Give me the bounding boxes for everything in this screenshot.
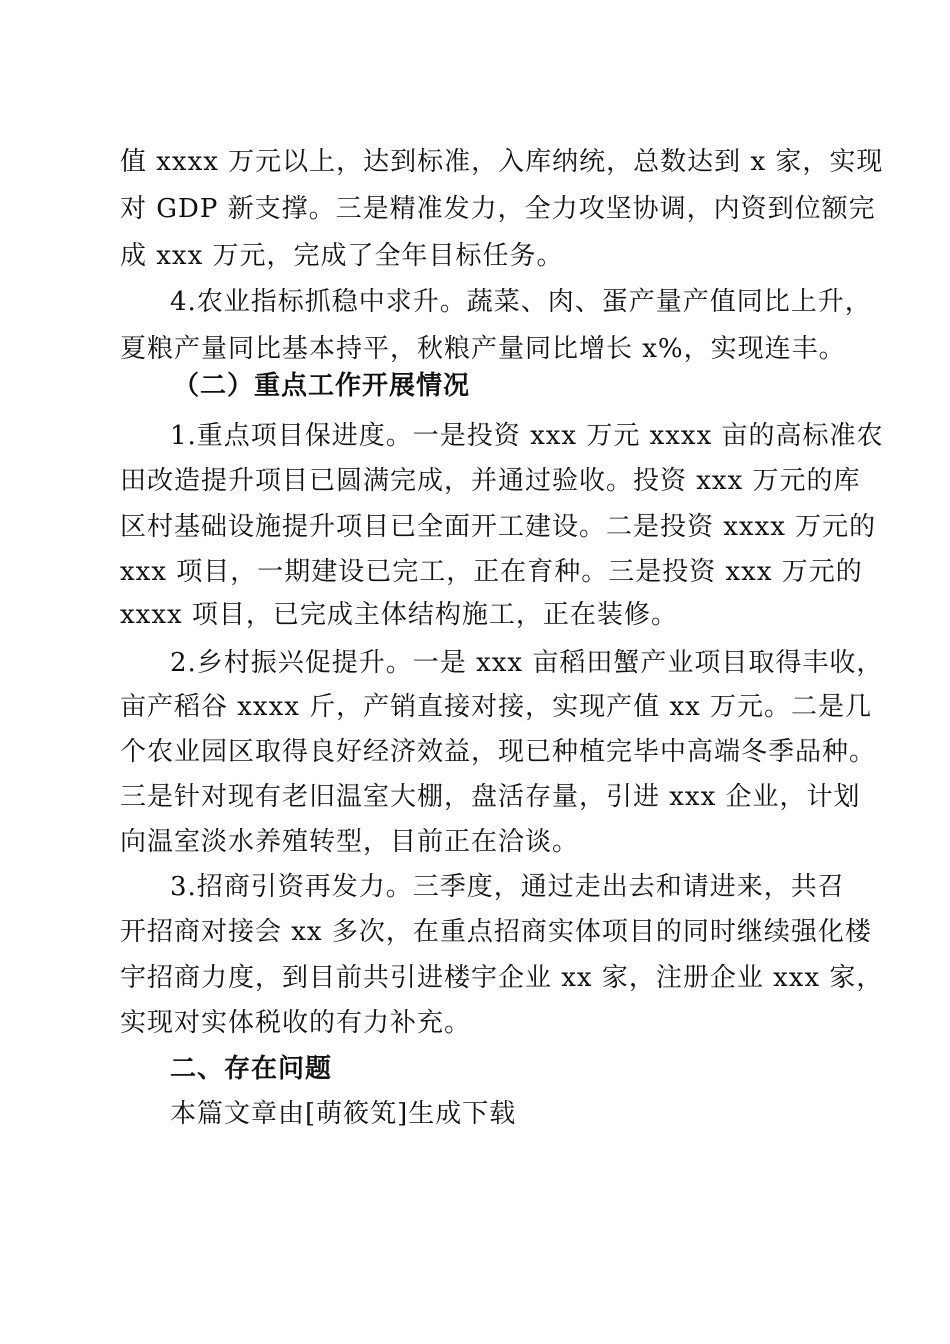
paragraph-line: 区村基础设施提升项目已全面开工建设。二是投资 xxxx 万元的 [120,512,877,542]
paragraph-line: 2.乡村振兴促提升。一是 xxx 亩稻田蟹产业项目取得丰收， [170,648,884,678]
paragraph-line: 3.招商引资再发力。三季度，通过走出去和请进来，共召 [170,872,845,902]
paragraph-line: 实现对实体税收的有力补充。 [120,1008,472,1038]
paragraph-line: 宇招商力度，到目前共引进楼宇企业 xx 家，注册企业 xxx 家， [120,963,884,993]
paragraph-line: xxxx 项目，已完成主体结构施工，正在装修。 [120,600,678,630]
paragraph-line: 4.农业指标抓稳中求升。蔬菜、肉、蛋产量产值同比上升， [170,287,872,317]
paragraph-line: 值 xxxx 万元以上，达到标准，入库纳统，总数达到 x 家，实现 [120,147,884,177]
paragraph-line: xxx 项目，一期建设已完工，正在育种。三是投资 xxx 万元的 [120,557,863,587]
footer-note: 本篇文章由[萌筱笂]生成下载 [170,1099,517,1129]
paragraph-line: 夏粮产量同比基本持平，秋粮产量同比增长 x%，实现连丰。 [120,334,846,364]
paragraph-line: 对 GDP 新支撑。三是精准发力，全力攻坚协调，内资到位额完 [120,194,876,224]
paragraph-line: 开招商对接会 xx 多次，在重点招商实体项目的同时继续强化楼 [120,917,872,947]
section-heading: （二）重点工作开展情况 [173,371,471,401]
paragraph-line: 成 xxx 万元，完成了全年目标任务。 [120,241,564,271]
paragraph-line: 向温室淡水养殖转型，目前正在洽谈。 [120,827,580,857]
paragraph-line: 田改造提升项目已圆满完成，并通过验收。投资 xxx 万元的库 [120,466,861,496]
section-heading: 二、存在问题 [170,1054,333,1084]
paragraph-line: 1.重点项目保进度。一是投资 xxx 万元 xxxx 亩的高标准农 [170,421,884,451]
paragraph-line: 三是针对现有老旧温室大棚，盘活存量，引进 xxx 企业，计划 [120,782,861,812]
paragraph-line: 个农业园区取得良好经济效益，现已种植完毕中高端冬季品种。 [120,737,877,767]
paragraph-line: 亩产稻谷 xxxx 斤，产销直接对接，实现产值 xx 万元。二是几 [120,692,873,722]
